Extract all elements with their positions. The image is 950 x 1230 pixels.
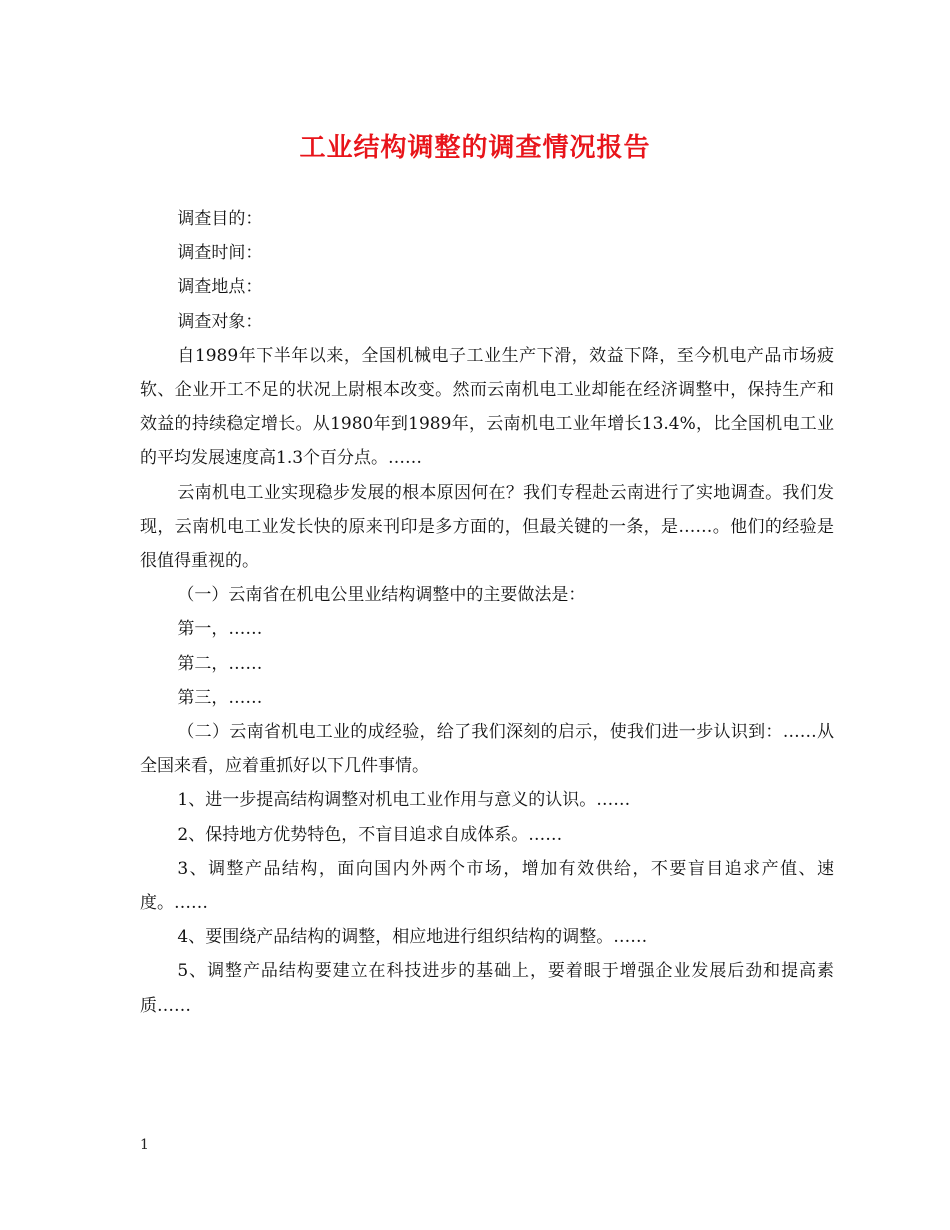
list-item-first: 第一，…… — [177, 619, 263, 640]
paragraph-survey-purpose: 调查目的： — [177, 209, 263, 229]
list-item-second: 第二，…… — [177, 653, 263, 674]
section-two-heading: （二）云南省机电工业的成经验，给了我们深刻的启示，使我们进一步认识到：……从全国来看，应着重抓好以下几件事情。 — [140, 722, 834, 777]
numbered-item-2: 2、保持地方优势特色，不盲目追求自成体系。…… — [177, 824, 563, 845]
numbered-item-5: 5、调整产品结构要建立在科技进步的基础上，要着眼于增强企业发展后劲和提高素质…… — [140, 961, 834, 1016]
page-number: 1 — [140, 1137, 149, 1153]
paragraph-survey-subject: 调查对象： — [177, 311, 263, 332]
list-item-third: 第三，…… — [177, 687, 263, 708]
document-title: 工业结构调整的调查情况报告 — [299, 133, 651, 163]
paragraph-survey-location: 调查地点： — [177, 277, 263, 298]
numbered-item-4: 4、要围绕产品结构的调整，相应地进行组织结构的调整。…… — [177, 927, 648, 948]
numbered-item-3: 3、调整产品结构，面向国内外两个市场，增加有效供给，不要盲目追求产值、速度。…… — [140, 858, 834, 914]
numbered-item-1: 1、进一步提高结构调整对机电工业作用与意义的认识。…… — [177, 790, 631, 811]
section-one-heading: （一）云南省在机电公里业结构调整中的主要做法是： — [177, 585, 586, 606]
paragraph-reason: 云南机电工业实现稳步发展的根本原因何在？我们专程赴云南进行了实地调查。我们发现，云南机电工业发长快的原来刊印是多方面的，但最关键的一条，是……。他们的经验是很值得重视的。 — [140, 482, 834, 572]
document-body — [140, 202, 834, 1023]
paragraph-background: 自1989年下半年以来，全国机械电子工业生产下滑，效益下降，至今机电产品市场疲软、企业开工不足的状况上尉根本改变。然而云南机电工业却能在经济调整中，保持生产和效益的持续稳定增长。从1980年到1989年，云南机电工业年增长13.4%，比全国机电工业的平均发展速度高1.3个百分点。…… — [140, 345, 834, 469]
paragraph-survey-time: 调查时间： — [177, 243, 263, 264]
